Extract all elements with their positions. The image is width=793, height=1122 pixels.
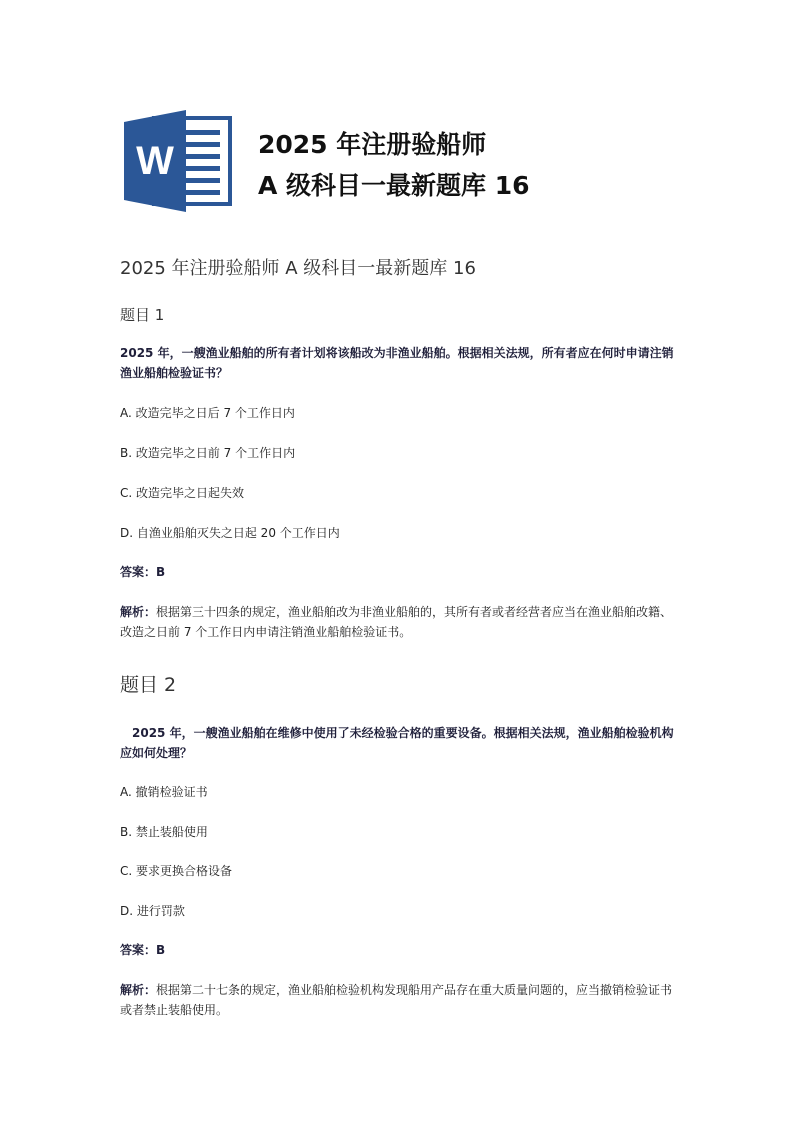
question-2-option-b: B. 禁止装船使用 — [120, 825, 208, 839]
explanation-label: 解析： — [120, 605, 157, 619]
question-2-option-c: C. 要求更换合格设备 — [120, 864, 233, 878]
question-2-answer: 答案：B — [120, 943, 166, 957]
question-1-explanation — [120, 602, 675, 642]
question-1-heading: 题目 1 — [120, 306, 165, 324]
question-2-option-a: A. 撤销检验证书 — [120, 785, 208, 799]
question-1-option-b: B. 改造完毕之日前 7 个工作日内 — [120, 446, 296, 460]
question-1-text: 2025 年，一艘渔业船舶的所有者计划将该船改为非渔业船舶。根据相关法规，所有者应在何时申请注销渔业船舶检验证书？ — [120, 346, 674, 380]
question-1-option-c: C. 改造完毕之日起失效 — [120, 486, 245, 500]
explanation-text: 根据第二十七条的规定，渔业船舶检验机构发现船用产品存在重大质量问题的，应当撤销检验证书或者禁止装船使用。 — [120, 983, 673, 1017]
cover-title-line1: 2025 年注册验船师 — [258, 130, 487, 159]
question-1-option-a: A. 改造完毕之日后 7 个工作日内 — [120, 406, 295, 420]
explanation-label: 解析： — [120, 983, 157, 997]
explanation-text: 根据第三十四条的规定，渔业船舶改为非渔业船舶的，其所有者或者经营者应当在渔业船舶改籍、改造之日前 7 个工作日内申请注销渔业船舶检验证书。 — [120, 605, 673, 639]
word-logo-icon — [124, 110, 234, 212]
question-1-option-d: D. 自渔业船舶灭失之日起 20 个工作日内 — [120, 526, 340, 540]
question-2-option-d: D. 进行罚款 — [120, 904, 185, 918]
question-2-explanation — [120, 980, 675, 1020]
question-2-heading: 题目 2 — [120, 674, 177, 696]
cover-title-line2: A 级科目一最新题库 16 — [258, 171, 530, 200]
svg-text:W: W — [136, 139, 174, 183]
question-1-answer: 答案：B — [120, 565, 166, 579]
question-2-text: 2025 年，一艘渔业船舶在维修中使用了未经检验合格的重要设备。根据相关法规，渔业船舶检验机构应如何处理？ — [120, 726, 674, 760]
document-title: 2025 年注册验船师 A 级科目一最新题库 16 — [120, 258, 476, 279]
